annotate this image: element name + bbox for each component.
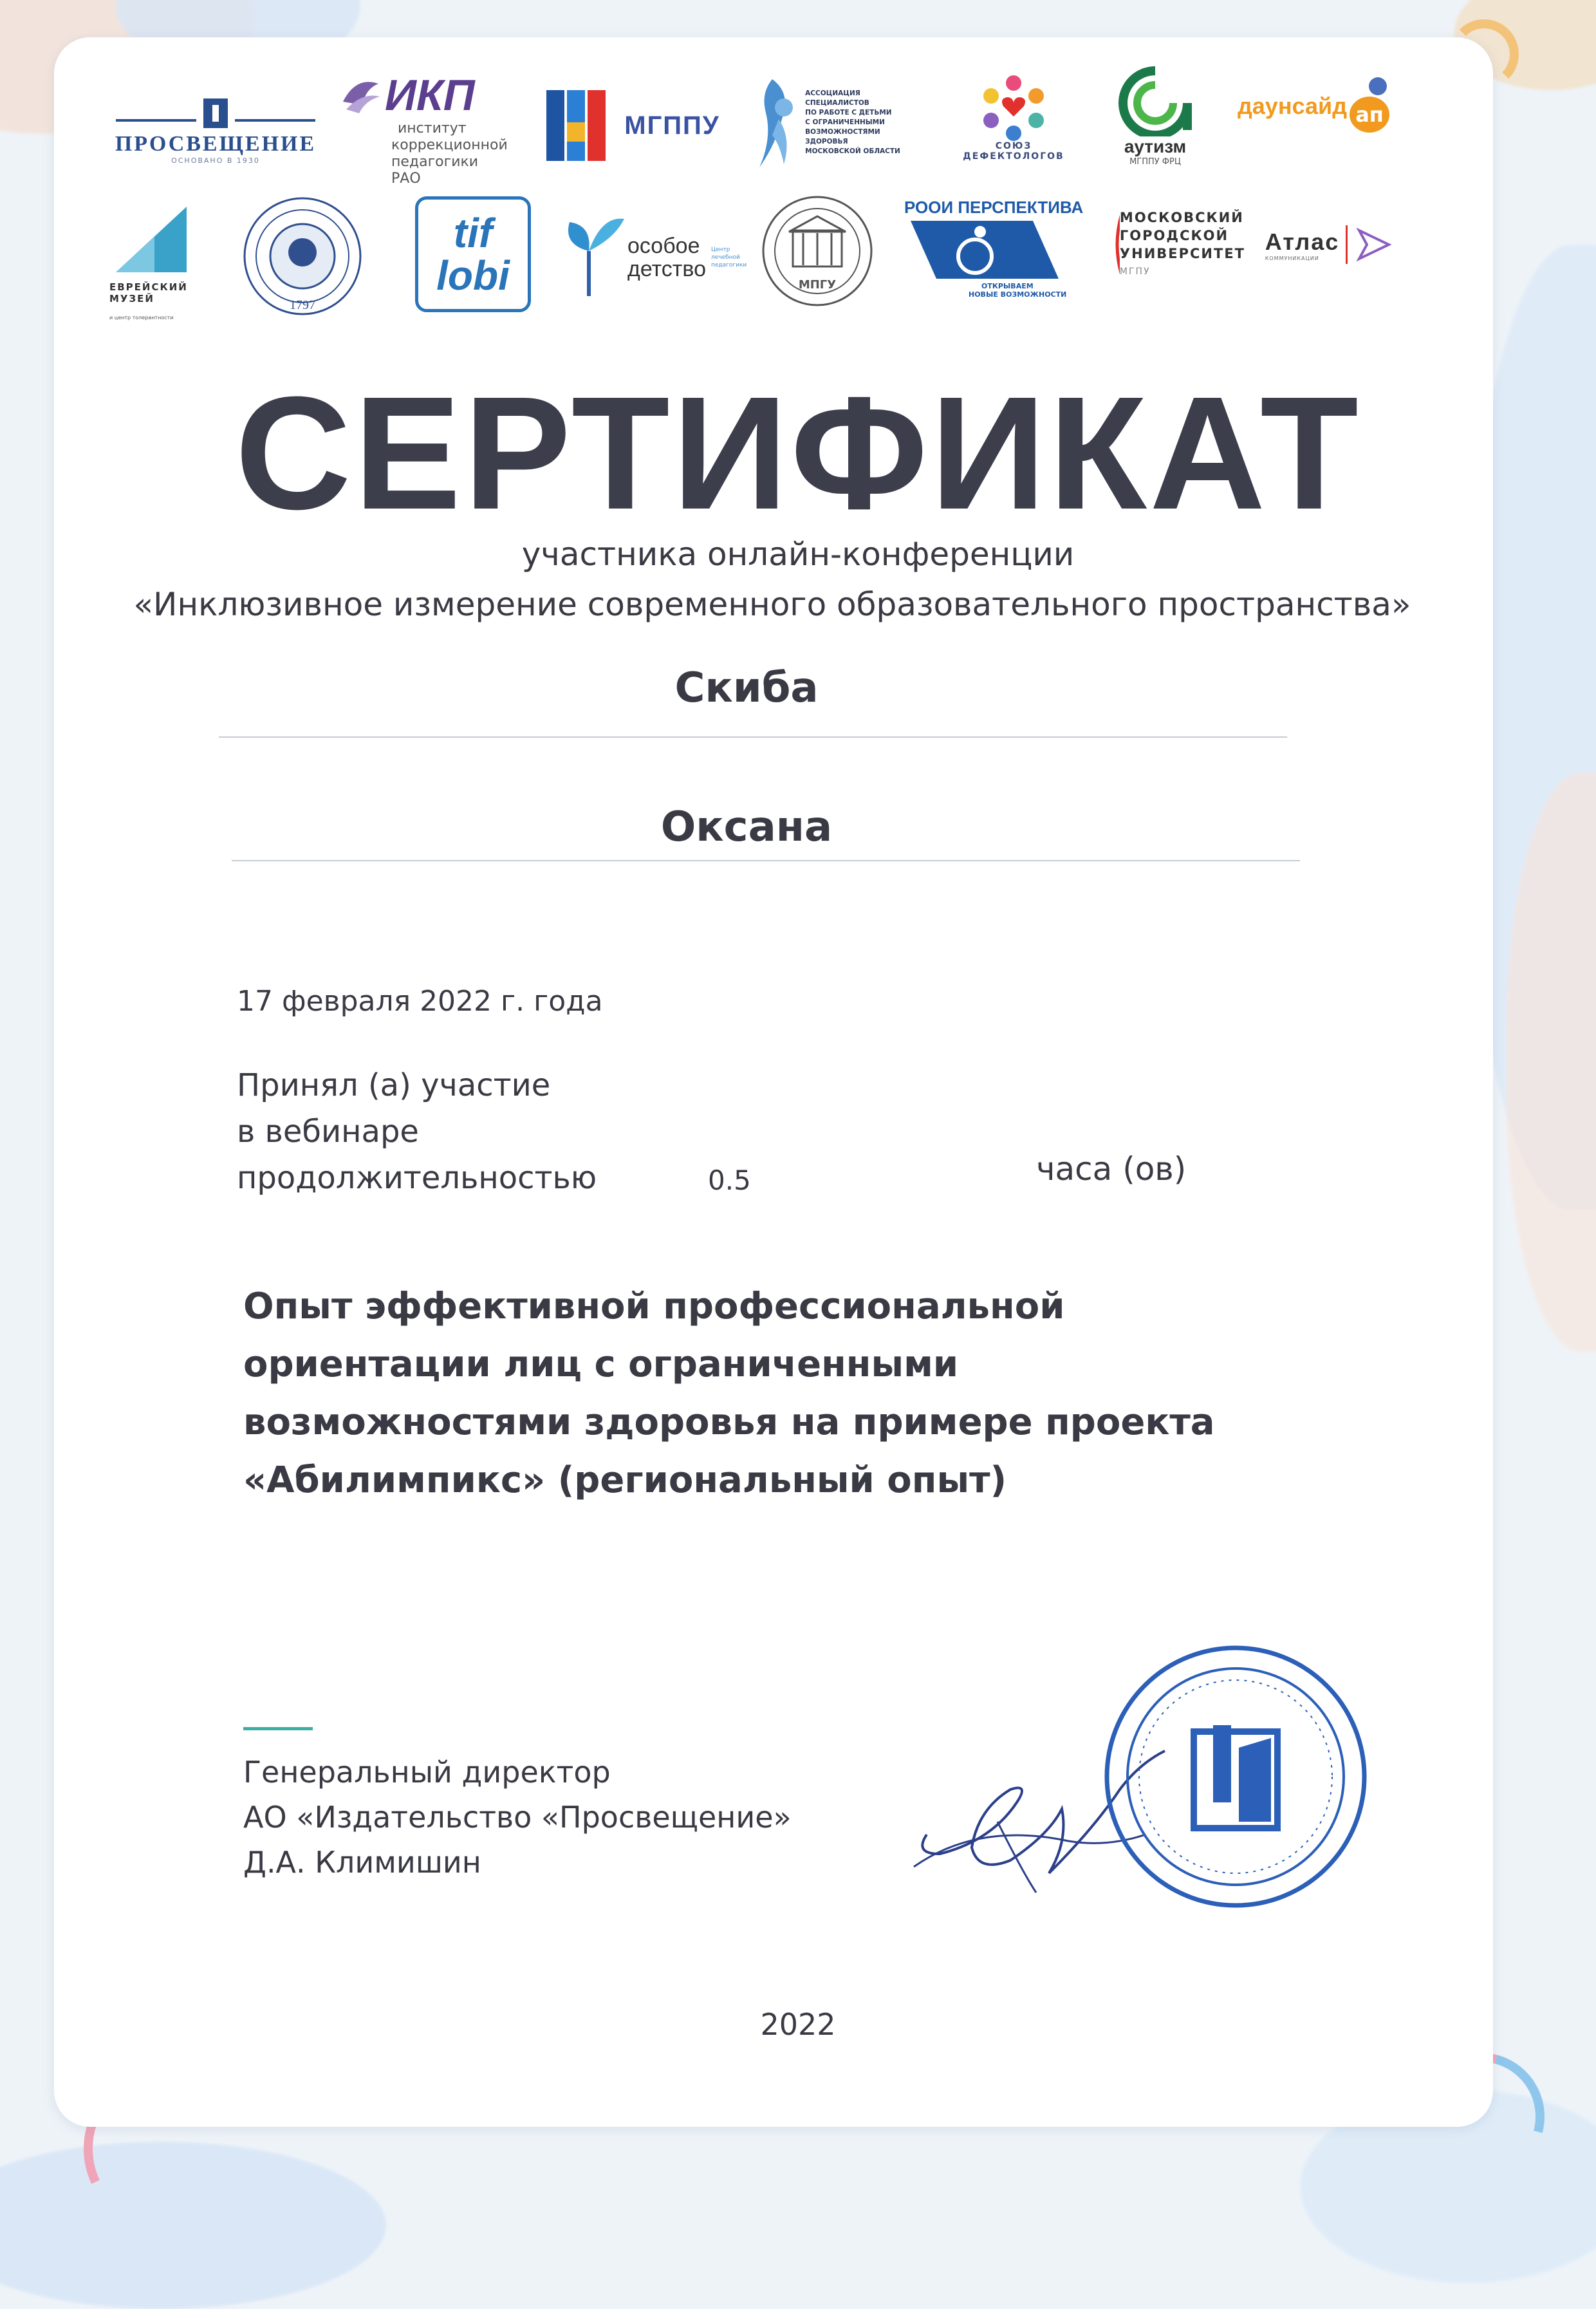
mgpu-line: УНИВЕРСИТЕТ xyxy=(1119,246,1245,261)
jewish-museum-logo xyxy=(109,193,200,328)
tiflo-logo xyxy=(412,193,534,315)
autism-sub: МГППУ ФРЦ xyxy=(1129,156,1181,167)
soyuz-sub: ДЕФЕКТОЛОГОВ xyxy=(963,151,1064,162)
conference-name: «Инклюзивное измерение современного образовательного пространства» xyxy=(133,586,1411,623)
association-line: С ОГРАНИЧЕННЫМИ xyxy=(805,118,885,126)
mpgu-seal xyxy=(759,193,875,309)
atlas-paperplane-icon xyxy=(1354,225,1393,264)
mgpu-logo xyxy=(1110,193,1245,296)
sprout-icon xyxy=(563,212,627,303)
topic-line: ориентации лиц с ограниченными xyxy=(243,1343,959,1385)
mpgu-label: МПГУ xyxy=(798,278,837,292)
wheelchair-banner-icon xyxy=(904,218,1078,282)
downside-badge: ап xyxy=(1350,97,1389,133)
downside-up-logo xyxy=(1226,64,1406,148)
participant-surname: Скиба xyxy=(674,664,819,712)
participant-first-name: Оксана xyxy=(660,803,833,851)
rooi-sub: ОТКРЫВАЕМ xyxy=(981,281,1034,290)
mpgu-seal-icon xyxy=(759,193,875,309)
museum-sub: и центр толерантности xyxy=(109,314,174,321)
seal-year: 1797 xyxy=(290,298,315,312)
mgppu-emblem-icon xyxy=(541,84,615,167)
ikp-label: ИКП xyxy=(385,71,475,120)
participation-line3: продолжительностью xyxy=(237,1160,597,1196)
osoboe-detstvo-logo xyxy=(563,206,750,309)
prosveshchenie-label: ПРОСВЕЩЕНИЕ xyxy=(115,131,317,156)
osoboe-label: особое xyxy=(627,234,700,258)
prosveshchenie-emblem-icon xyxy=(109,93,322,132)
ikp-logo xyxy=(340,71,508,187)
surname-underline xyxy=(219,736,1287,738)
detstvo-label: детство xyxy=(627,257,706,281)
museum-label2: МУЗЕЙ xyxy=(109,292,154,304)
atlas-label: Атлас xyxy=(1265,228,1340,255)
hearts-circle-icon xyxy=(975,70,1052,141)
prosveshchenie-logo xyxy=(109,84,322,174)
soyuz-label: СОЮЗ xyxy=(995,141,1032,151)
rooi-sub2: НОВЫЕ ВОЗМОЖНОСТИ xyxy=(969,290,1067,299)
museum-label: ЕВРЕЙСКИЙ xyxy=(109,281,188,293)
ikp-sub3: педагогики РАО xyxy=(391,154,479,187)
webinar-topic xyxy=(243,1278,1273,1510)
atlas-sub: КОММУНИКАЦИИ xyxy=(1265,255,1319,261)
mgpu-line: ГОРОДСКОЙ xyxy=(1119,228,1229,243)
rooi-label: РООИ ПЕРСПЕКТИВА xyxy=(904,197,1084,217)
association-logo xyxy=(747,71,920,174)
mgppu-label: МГППУ xyxy=(624,111,720,140)
mgpu-line: МОСКОВСКИЙ xyxy=(1119,210,1244,225)
museum-triangle-icon xyxy=(109,201,193,277)
rooi-perspektiva-logo xyxy=(904,190,1084,306)
soyuz-defektologov-logo xyxy=(949,64,1078,167)
duration-value: 0.5 xyxy=(708,1164,751,1196)
signer-name: Д.А. Климишин xyxy=(243,1845,481,1880)
downside-label: даунсайд xyxy=(1237,93,1348,119)
autism-label: аутизм xyxy=(1124,136,1187,156)
prosveshchenie-sub: ОСНОВАНО В 1930 xyxy=(171,156,260,165)
association-line: МОСКОВСКОЙ ОБЛАСТИ xyxy=(805,147,900,155)
association-line: ПО РАБОТЕ С ДЕТЬМИ xyxy=(805,108,892,117)
ikp-sub2: коррекционной xyxy=(391,137,508,153)
mgppu-logo xyxy=(534,84,727,167)
children-figure-icon xyxy=(747,74,801,171)
autism-logo xyxy=(1100,58,1210,174)
accent-divider xyxy=(243,1727,313,1730)
mgpu-arc-icon xyxy=(1110,200,1120,290)
signer-block xyxy=(243,1750,792,1885)
mgpu-sub: МГПУ xyxy=(1119,266,1151,277)
association-line: ВОЗМОЖНОСТЯМИ ЗДОРОВЬЯ xyxy=(805,127,880,145)
participation-line1: Принял (а) участие xyxy=(237,1067,551,1103)
signer-company: АО «Издательство «Просвещение» xyxy=(243,1800,792,1835)
tiflo-label2: lobi xyxy=(436,252,510,299)
osoboe-sub: Центр лечебной педагогики xyxy=(710,247,747,268)
topic-line: возможностями здоровья на примере проекта xyxy=(243,1401,1215,1443)
event-date: 17 февраля 2022 г. года xyxy=(237,985,603,1018)
signer-position: Генеральный директор xyxy=(243,1755,611,1790)
topic-line: «Абилимпикс» (региональный опыт) xyxy=(243,1459,1007,1501)
first-name-underline xyxy=(232,860,1300,861)
atlas-logo xyxy=(1255,212,1403,277)
association-line: АССОЦИАЦИЯ СПЕЦИАЛИСТОВ xyxy=(805,89,869,107)
downside-dot-icon xyxy=(1369,77,1387,95)
subtitle-line1: участника онлайн-конференции xyxy=(521,536,1075,573)
company-stamp xyxy=(1088,1629,1384,1925)
herzen-university-seal xyxy=(241,193,364,322)
duration-unit: часа (ов) xyxy=(1036,1150,1187,1188)
ikp-sub1: институт xyxy=(398,120,467,136)
certificate-year: 2022 xyxy=(760,2007,836,2042)
ikp-wings-icon xyxy=(340,76,385,115)
topic-line: Опыт эффективной профессиональной xyxy=(243,1285,1065,1327)
certificate-title: СЕРТИФИКАТ xyxy=(235,363,1361,543)
autism-a-icon xyxy=(1117,66,1194,136)
university-seal-icon xyxy=(241,193,364,322)
tiflo-label: tif xyxy=(453,210,493,256)
participation-line2: в вебинаре xyxy=(237,1114,419,1150)
